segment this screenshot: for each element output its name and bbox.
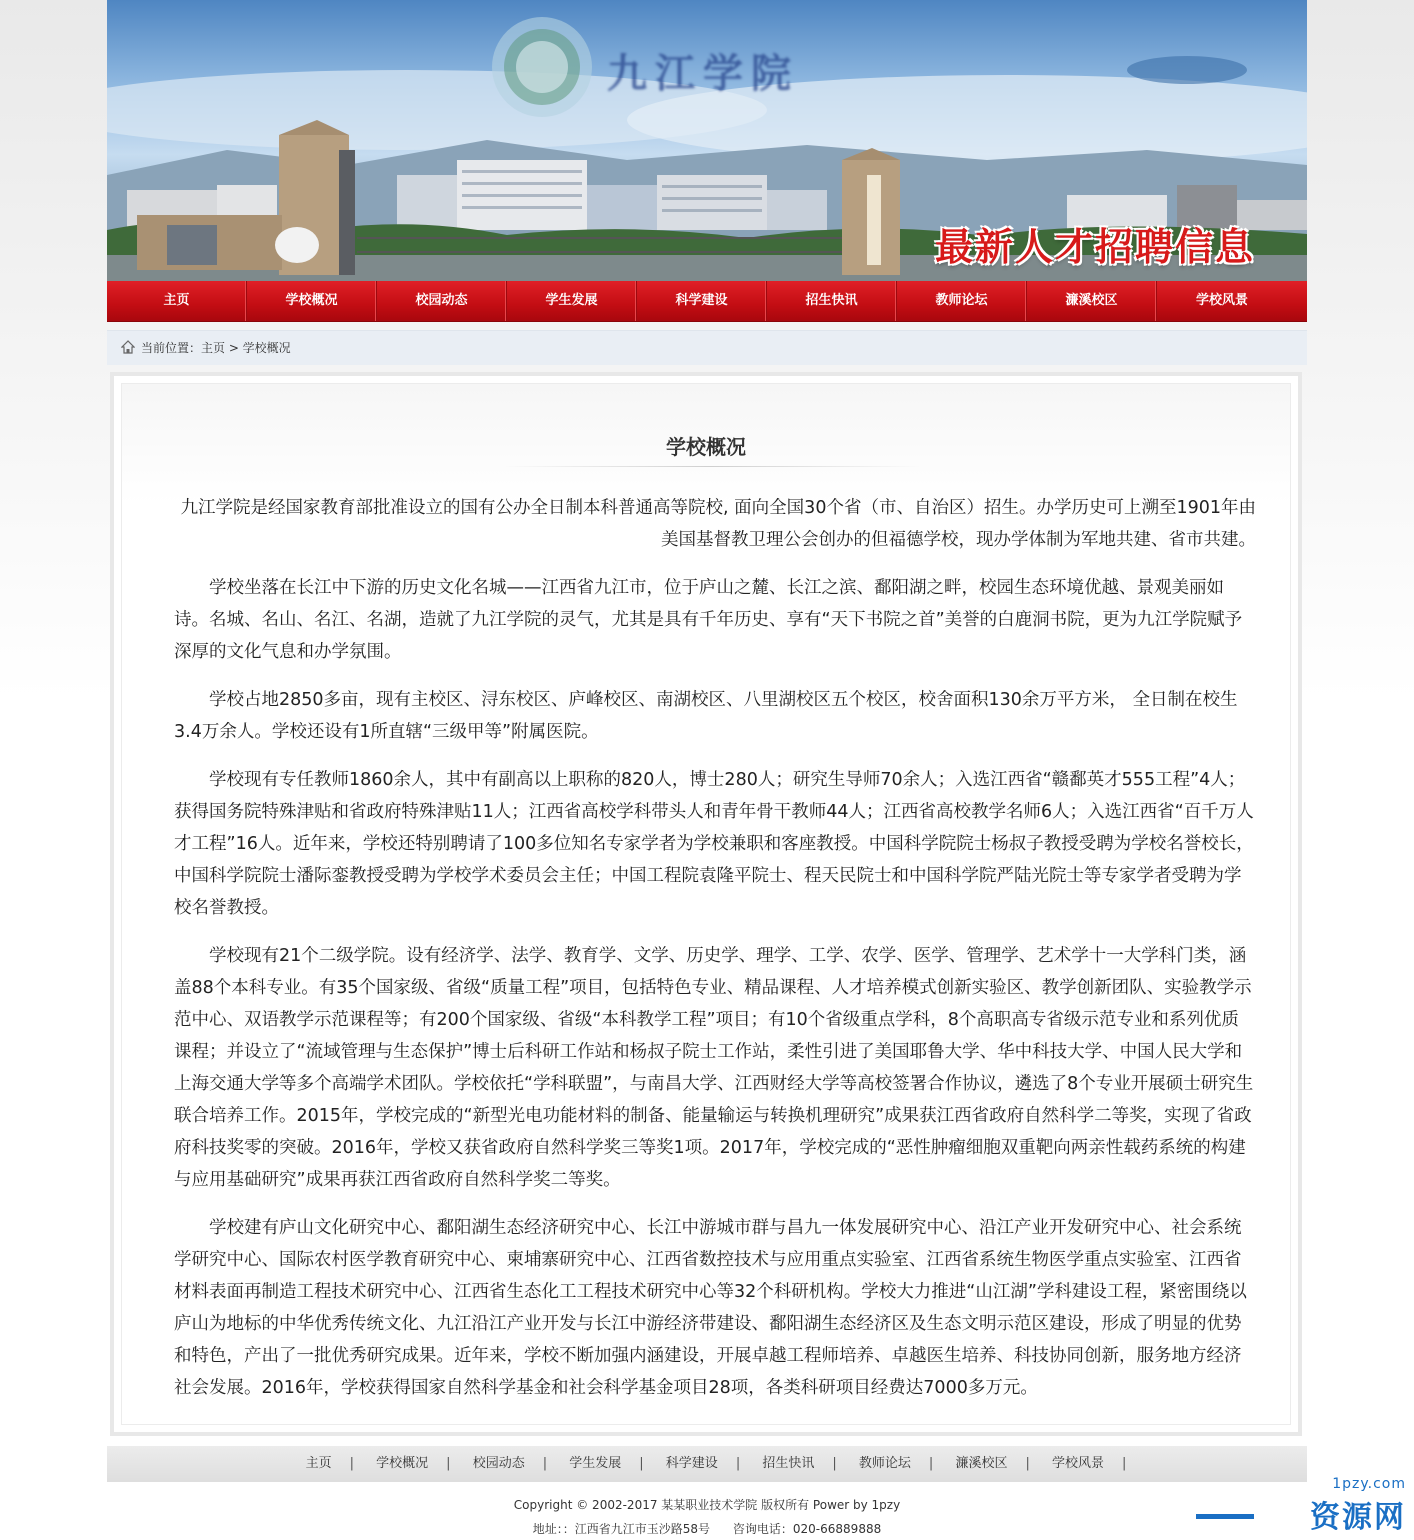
- nav-item-admissions[interactable]: 招生快讯: [767, 281, 897, 321]
- article-paragraph: 学校现有专任教师1860余人，其中有副高以上职称的820人，博士280人；研究生导师70余人；入选江西省“赣鄱英才555工程”4人；获得国务院特殊津贴和省政府特殊津贴11人；江西省高校学科带头人和青年骨干教师44人；江西省高校教学名师6人；入选江西省“百千万人才工程”16人。近年来，学校还特别聘请了100多位知名专家学者为学校兼职和客座教授。中国科学院院士杨叔子教授受聘为学校名誉校长，中国科学院院士潘际銮教授受聘为学校学术委员会主任；中国工程院袁隆平院士、程天民院士和中国科学院严陆光院士等专家学者受聘为学校名誉教授。: [174, 770, 1254, 918]
- article-paragraph: 学校建有庐山文化研究中心、鄱阳湖生态经济研究中心、长江中游城市群与昌九一体发展研究中心、沿江产业开发研究中心、社会系统学研究中心、国际农村医学教育研究中心、柬埔寨研究中心、江西省数控技术与应用重点实验室、江西省系统生物医学重点实验室、江西省材料表面再制造工程技术研究中心、江西省生态化工工程技术研究中心等32个科研机构。学校大力推进“山江湖”学科建设工程，紧密围绕以庐山为地标的中华优秀传统文化、九江沿江产业开发与长江中游经济带建设、鄱阳湖生态经济区及生态文明示范区建设，形成了明显的优势和特色，产出了一批优秀研究成果。近年来，学校不断加强内涵建设，开展卓越工程师培养、卓越医生培养、科技协同创新，服务地方经济社会发展。2016年，学校获得国家自然科学基金和社会科学基金项目28项，各类科研项目经费达7000多万元。: [174, 1218, 1247, 1398]
- copyright-text: Copyright © 2002-2017 某某职业技术学院 版权所有 Power by 1pzy: [513, 1498, 901, 1512]
- breadcrumb: [107, 330, 1307, 365]
- main-nav: [107, 281, 1307, 322]
- title-divider: [502, 466, 922, 467]
- article-paragraph: 学校坐落在长江中下游的历史文化名城——江西省九江市，位于庐山之麓、长江之滨、鄱阳湖之畔，校园生态环境优越、景观美丽如诗。名城、名山、名江、名湖，造就了九江学院的灵气，尤其是具有千年历史、享有“天下书院之首”美誉的白鹿洞书院，更为九江学院赋予深厚的文化气息和办学氛围。: [174, 578, 1243, 662]
- footer-link-lianxi-campus[interactable]: 濂溪校区: [955, 1456, 1008, 1471]
- recruitment-slogan[interactable]: 最新人才招聘信息: [934, 225, 1255, 269]
- school-logo-text: 九江学院: [607, 50, 799, 97]
- footer-link-teacher-forum[interactable]: 教师论坛: [858, 1456, 911, 1471]
- footer-link-student-development[interactable]: 学生发展: [569, 1456, 622, 1471]
- watermark-logo: [1196, 1476, 1406, 1536]
- address-text: 地址：：江西省九江市玉沙路58号 咨询电话：020-66889888: [532, 1522, 882, 1536]
- article-paragraph: 学校现有21个二级学院。设有经济学、法学、教育学、文学、历史学、理学、工学、农学、医学、管理学、艺术学十一大学科门类，涵盖88个本科专业。有35个国家级、省级“质量工程”项目，包括特色专业、精品课程、人才培养模式创新实验区、教学创新团队、实验教学示范中心、双语教学示范课程等；有200个国家级、省级“本科教学工程”项目；有10个省级重点学科，8个高职高专省级示范专业和系列优质课程；并设立了“流域管理与生态保护”博士后科研工作站和杨叔子院士工作站，柔性引进了美国耶鲁大学、华中科技大学、中国人民大学和上海交通大学等多个高端学术团队。学校依托“学科联盟”，与南昌大学、江西财经大学等高校签署合作协议，遴选了8个专业开展硕士研究生联合培养工作。2015年，学校完成的“新型光电功能材料的制备、能量输运与转换机理研究”成果获江西省政府自然科学二等奖，实现了省政府科技奖零的突破。2016年，学校又获省政府自然科学奖三等奖1项。2017年，学校完成的“恶性肿瘤细胞双重靶向两亲性载药系统的构建与应用基础研究”成果再获江西省政府自然科学奖二等奖。: [174, 946, 1254, 1190]
- footer-nav: [107, 1446, 1307, 1482]
- nav-item-scenery[interactable]: 学校风景: [1195, 293, 1248, 308]
- article-body: [174, 492, 1256, 1420]
- footer-separator: |: [1122, 1456, 1127, 1471]
- nav-item-student-development[interactable]: 学生发展: [507, 281, 637, 321]
- nav-item-overview[interactable]: 学校概况: [247, 281, 377, 321]
- footer-separator: |: [349, 1456, 355, 1471]
- content-panel: [110, 372, 1302, 1436]
- footer-separator: |: [832, 1456, 837, 1471]
- footer-separator: |: [735, 1456, 741, 1471]
- footer-link-admissions[interactable]: 招生快讯: [762, 1456, 815, 1471]
- footer-separator: |: [1025, 1456, 1030, 1471]
- home-icon[interactable]: [121, 340, 135, 354]
- nav-item-campus-news[interactable]: 校园动态: [377, 281, 507, 321]
- nav-item-teacher-forum[interactable]: 教师论坛: [897, 281, 1027, 321]
- footer-separator: |: [639, 1456, 644, 1471]
- footer-link-campus-news[interactable]: 校园动态: [472, 1456, 525, 1471]
- nav-item-lianxi-campus[interactable]: 濂溪校区: [1027, 281, 1157, 321]
- article-paragraph: 九江学院是经国家教育部批准设立的国有公办全日制本科普通高等院校, 面向全国30个省（市、自治区）招生。办学历史可上溯至1901年由美国基督教卫理公会创办的但福德学校，现办学体制为军地共建、省市共建。: [180, 498, 1256, 550]
- footer-link-home[interactable]: 主页: [305, 1456, 332, 1471]
- footer-link-overview[interactable]: 学校概况: [376, 1456, 429, 1471]
- footer-link-science[interactable]: 科学建设: [665, 1456, 718, 1471]
- footer-separator: |: [928, 1456, 934, 1471]
- header-banner: [107, 0, 1307, 281]
- page-title: 学校概况: [666, 435, 746, 459]
- watermark-url: 1pzy.com: [1332, 1476, 1406, 1492]
- content-panel-inner: [121, 383, 1291, 1425]
- article-paragraph: 学校占地2850多亩，现有主校区、浔东校区、庐峰校区、南湖校区、八里湖校区五个校区，校舍面积130余万平方米， 全日制在校生3.4万余人。学校还设有1所直辖“三级甲等”附属医院。: [174, 690, 1238, 742]
- nav-item-science[interactable]: 科学建设: [637, 281, 767, 321]
- nav-item-home[interactable]: 主页: [107, 281, 247, 321]
- watermark-bar: [1196, 1514, 1254, 1519]
- footer-separator: |: [446, 1456, 451, 1471]
- footer-link-scenery[interactable]: 学校风景: [1051, 1456, 1104, 1471]
- footer-separator: |: [542, 1456, 548, 1471]
- watermark-name: 资源网: [1310, 1500, 1406, 1535]
- breadcrumb-text: 当前位置：主页 > 学校概况: [141, 341, 291, 355]
